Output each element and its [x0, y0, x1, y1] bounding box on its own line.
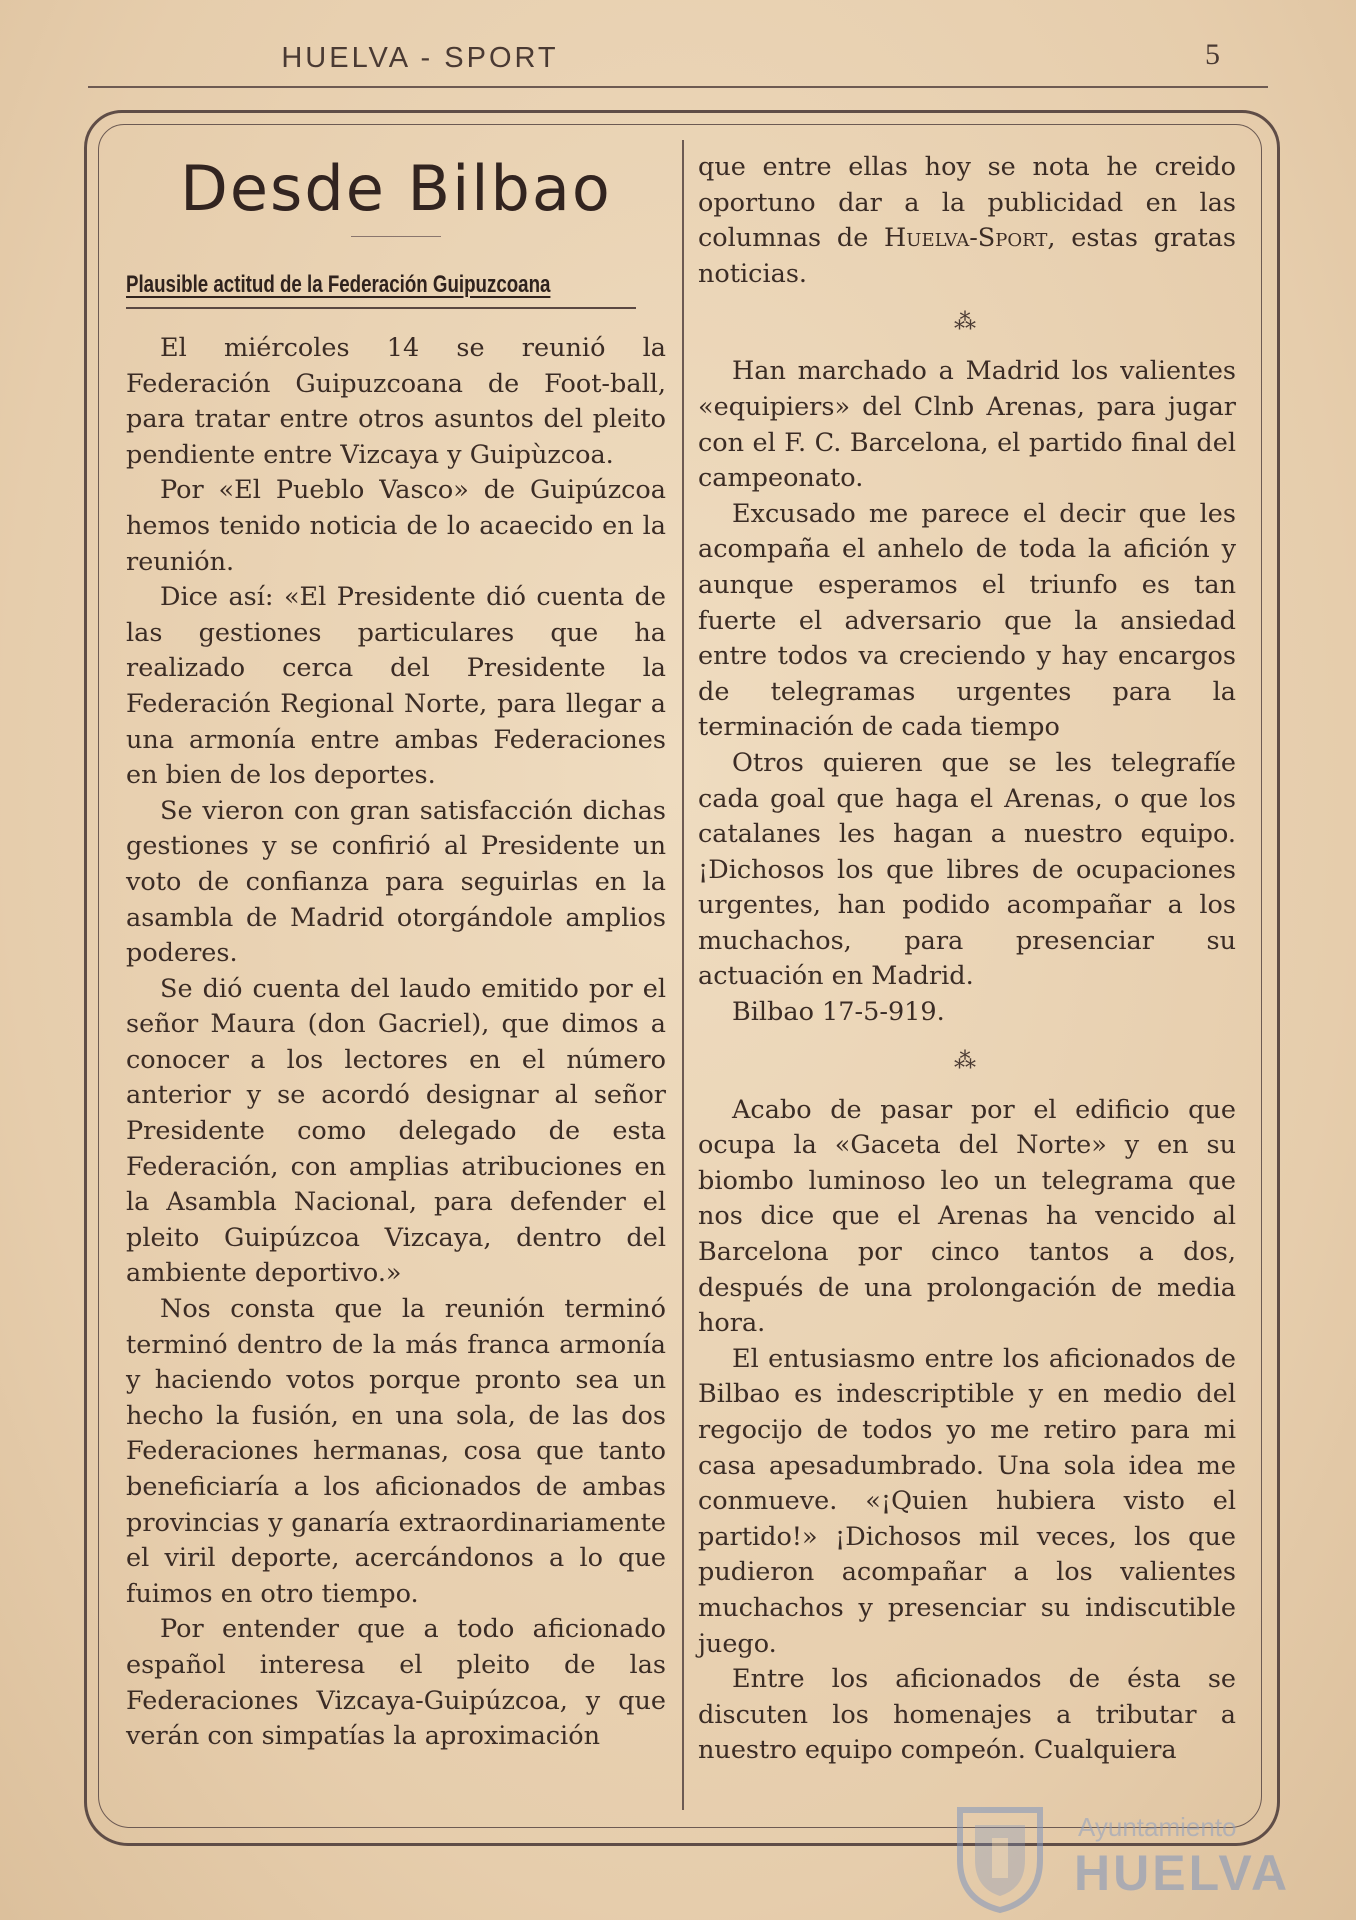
- archive-watermark: [950, 1800, 1291, 1910]
- paragraph: Nos consta que la reunión terminó terminó dentro de la más franca armonía y haciendo votos porque pronto sea un hecho la fusión, en una sola, de las dos Federaciones hermanas, cosa que tanto beneficiaría a los aficionados de ambas provincias y ganaría extraordinariamente el viril deporte, acercándonos a lo que fuimos en otro tiempo.: [126, 1294, 666, 1609]
- subtitle-rule: [126, 307, 636, 309]
- column-divider: [682, 140, 684, 1810]
- paragraph: Otros quieren que se les telegrafíe cada goal que haga el Arenas, o que los catalanes les hagan a nuestro equipo. ¡Dichosos los que libres de ocupaciones urgentes, han podido acompañar a los muchachos, para presenciar su actuación en Madrid.: [698, 747, 1236, 992]
- section-dinkus: ⁂: [954, 310, 980, 336]
- paragraph: Excusado me parece el decir que les acompaña el anhelo de toda la afición y aunque esperamos el triunfo es tan fuerte el adversario que la ansiedad entre todos va creciendo y hay encargos de telegramas urgentes para la terminación de cada tiempo: [698, 498, 1236, 743]
- section-dinkus: ⁂: [954, 1048, 980, 1074]
- watermark-line1: Ayuntamiento: [1078, 1812, 1237, 1842]
- paragraph: Por «El Pueblo Vasco» de Guipúzcoa hemos tenido noticia de lo acaecido en la reunión.: [126, 475, 666, 577]
- newspaper-name: Huelva-Sport: [884, 223, 1048, 254]
- right-column: [698, 150, 1236, 1769]
- paragraph: Entre los aficionados de ésta se discuten los homenajes a tributar a nuestro equipo compeón. Cualquiera: [698, 1664, 1236, 1766]
- page-number: 5: [1205, 38, 1220, 71]
- paragraph: Acabo de pasar por el edificio que ocupa la «Gaceta del Norte» y en su biombo luminoso leo un telegrama que nos dice que el Arenas ha vencido al Barcelona por cinco tantos a dos, después de una prolongación de media hora.: [698, 1094, 1236, 1339]
- continuation-text-end: , estas gratas noticias.: [698, 223, 1236, 289]
- coat-of-arms-icon: [950, 1800, 1050, 1915]
- paragraph-continuation: [698, 150, 1236, 292]
- title-ornament: [351, 236, 441, 237]
- paragraph: Dice así: «El Presidente dió cuenta de las gestiones particulares que ha realizado cerca del Presidente la Federación Regional Norte, para llegar a una armonía entre ambas Federaciones en bien de los deportes.: [126, 582, 666, 791]
- paragraph: Han marchado a Madrid los valientes «equipiers» del Clnb Arenas, para jugar con el F. C. Barcelona, el partido final del campeonato.: [698, 356, 1236, 494]
- watermark-line2: HUELVA: [1074, 1845, 1291, 1901]
- header-rule: [88, 86, 1268, 88]
- article-subtitle: Plausible actitud de la Federación Guipuzcoana: [126, 271, 551, 298]
- paragraph: El miércoles 14 se reunió la Federación Guipuzcoana de Foot-ball, para tratar entre otros asuntos del pleito pendiente entre Vizcaya y Guipùzcoa.: [126, 333, 666, 470]
- dateline: Bilbao 17-5-919.: [732, 997, 945, 1028]
- paragraph: El entusiasmo entre los aficionados de Bilbao es indescriptible y en medio del regocijo de todos yo me retiro para mi casa apesadumbrado. Una sola idea me conmueve. «¡Quien hubiera visto el partido!» ¡Dichosos mil veces, los que pudieron acompañar a los valientes muchachos y presenciar su indiscutible juego.: [698, 1343, 1236, 1659]
- running-head: HUELVA - SPORT: [281, 42, 559, 74]
- left-column: [126, 150, 666, 1755]
- paragraph: Se dió cuenta del laudo emitido por el señor Maura (don Gacriel), que dimos a conocer a los lectores en el número anterior y se acordó designar al señor Presidente como delegado de esta Federación, con amplias atribuciones en la Asambla Nacional, para defender el pleito Guipúzcoa Vizcaya, dentro del ambiente deportivo.»: [126, 973, 666, 1289]
- paragraph: Por entender que a todo aficionado español interesa el pleito de las Federaciones Vizcaya-Guipúzcoa, y que verán con simpatías la aproximación: [126, 1614, 666, 1752]
- continuation-text: que entre ellas hoy se nota he creido oportuno dar a la publicidad en las columnas de: [698, 152, 1236, 254]
- article-title: Desde Bilbao: [180, 152, 612, 225]
- paragraph: Se vieron con gran satisfacción dichas gestiones y se confirió al Presidente un voto de confianza para seguirlas en la asambla de Madrid otorgándole amplios poderes.: [126, 795, 666, 969]
